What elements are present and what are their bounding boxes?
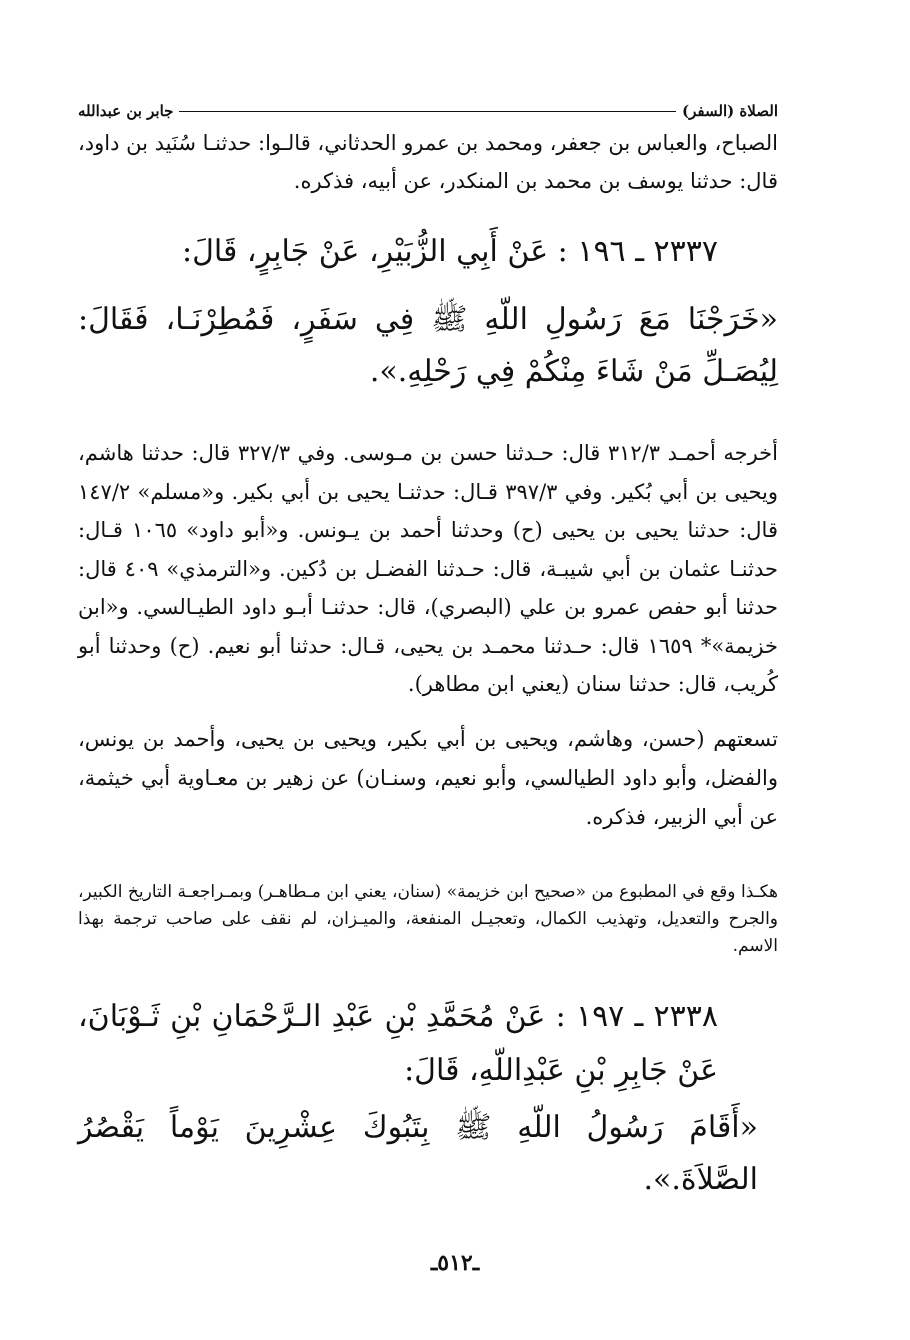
page-body (78, 98, 778, 1206)
running-header (78, 98, 778, 124)
summary-paragraph: تسعتهم (حسن، وهاشم، ويحيى بن أبي بكير، ويحيى بن يحيى، وأحمد بن يونس، والفضل، وأبو داود الطيالسي، وأبو نعيم، وسنـان) عن زهير بن معـاوية أبي خيثمة، عن أبي الزبير، فذكره. (78, 726, 778, 829)
header-rule (179, 111, 676, 112)
footnote: هكـذا وقع في المطبوع من «صحيح ابن خزيمة» (سنان، يعني ابن مـطاهـر) وبمـراجعـة التاريخ الكبير، والجرح والتعديل، وتهذيب الكمال، وتعجيـل المنفعة، والميـزان، لم نقف على صاحب ترجمة بهذا الاسم. (78, 881, 778, 956)
hadith-196-title: ٢٣٣٧ ـ ١٩٦ : عَنْ أَبِي الزُّبَيْرِ، عَنْ جَابِرٍ، قَالَ: (181, 234, 718, 269)
hadith-197-title: ٢٣٣٨ ـ ١٩٧ : عَنْ مُحَمَّدِ بْنِ عَبْدِ الـرَّحْمَانِ بْنِ ثَـوْبَانَ، عَنْ جَابِرِ بْنِ عَبْدِاللّهِ، قَالَ: (78, 998, 718, 1088)
chapter-title: الصلاة (السفر) (682, 102, 778, 120)
hadith-196-text: «خَرَجْنَا مَعَ رَسُولِ اللّهِ ﷺ فِي سَفَرٍ، فَمُطِرْنَـا، فَقَالَ: لِيُصَـلِّ مَنْ شَاءَ مِنْكُمْ فِي رَحْلِهِ.». (78, 302, 778, 389)
hadith-197-text: «أَقَامَ رَسُولُ اللّهِ ﷺ بِتَبُوكَ عِشْرِينَ يَوْماً يَقْصُرُ الصَّلاَةَ.». (78, 1109, 758, 1197)
continued-paragraph: الصباح، والعباس بن جعفر، ومحمد بن عمرو الحدثاني، قالـوا: حدثنـا سُنَيد بن داود، قال: حدثنا يوسف بن محمد بن المنكدر، عن أبيه، فذكره. (77, 131, 778, 193)
page-number: ـ٥١٢ـ (430, 1250, 480, 1276)
takhrij-paragraph: أخرجه أحمـد ٣١٢/٣ قال: حـدثنا حسن بن مـوسى. وفي ٣٢٧/٣ قال: حدثنا هاشم، ويحيى بن أبي بُكير. وفي ٣٩٧/٣ قـال: حدثنـا يحيى بن أبي بكير. و«مسلم» ١٤٧/٢ قال: حدثنا يحيى بن يحيى (ح) وحدثنا أحمد بن يـونس. و«أبو داود» ١٠٦٥ قـال: حدثنـا عثمان بن أبي شيبـة، قال: حـدثنا الفضـل بن دُكين. و«الترمذي» ٤٠٩ قال: حدثنا أبو حفص عمرو بن علي (البصري)، قال: حدثنـا أبـو داود الطيـالسي. و«ابن خزيمة»* ١٦٥٩ قال: حـدثنا محمـد بن يحيى، قـال: حدثنا أبو نعيم. (ح) وحدثنا أبو كُريب، قال: حدثنا سنان (يعني ابن مطاهر). (78, 441, 779, 696)
narrator-name: جابر بن عبدالله (78, 102, 174, 120)
